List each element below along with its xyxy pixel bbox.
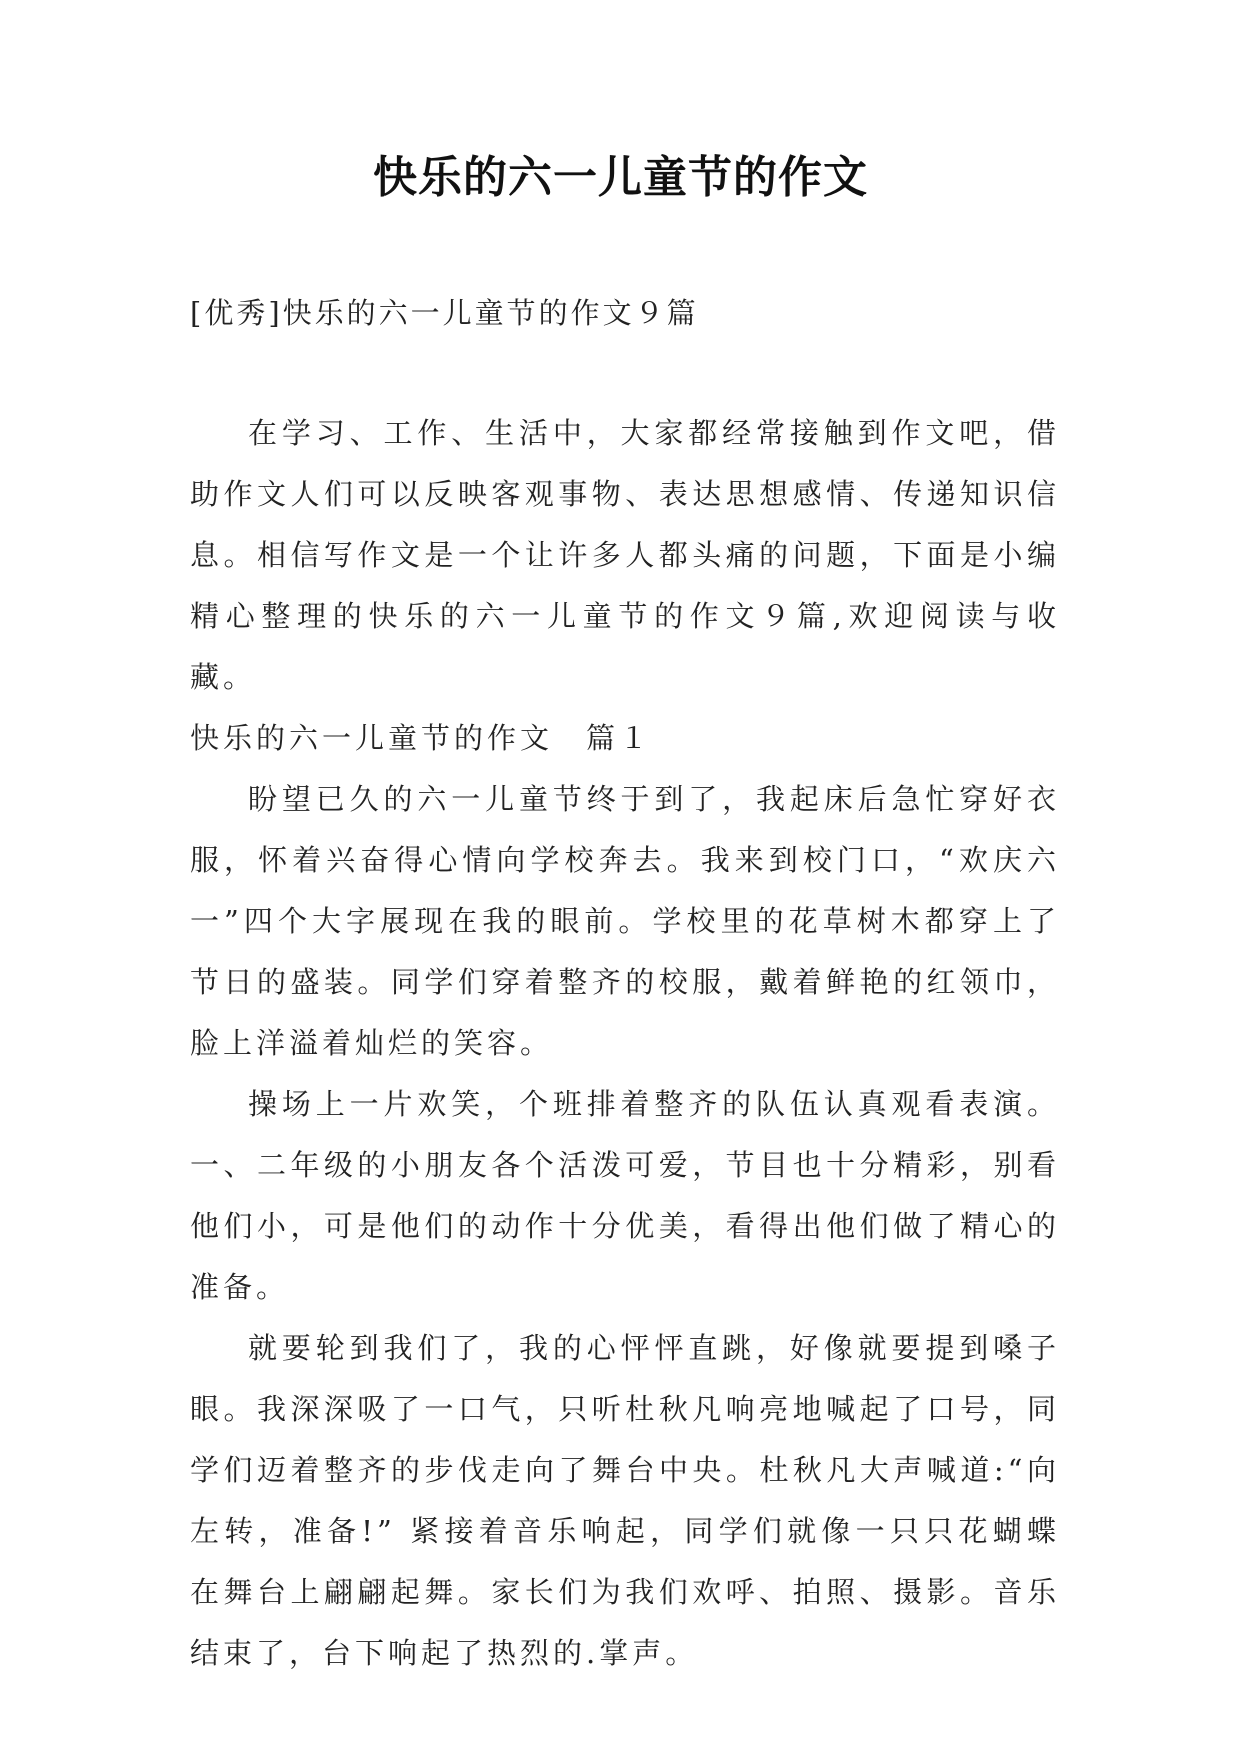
body-paragraph: 盼望已久的六一儿童节终于到了，我起床后急忙穿好衣服，怀着兴奋得心情向学校奔去。我来到校门口，“欢庆六一”四个大字展现在我的眼前。学校里的花草树木都穿上了节日的盛装。同学们穿着整齐的校服，戴着鲜艳的红领巾，脸上洋溢着灿烂的笑容。 [190, 782, 1060, 1060]
document-subtitle: [优秀]快乐的六一儿童节的作文９篇 [190, 296, 699, 330]
page-title: 快乐的六一儿童节的作文 [373, 152, 868, 203]
document-body [190, 403, 1060, 1684]
body-paragraph: 就要轮到我们了，我的心怦怦直跳，好像就要提到嗓子眼。我深深吸了一口气，只听杜秋凡响亮地喊起了口号，同学们迈着整齐的步伐走向了舞台中央。杜秋凡大声喊道:“向左转，准备!” 紧接着音乐响起，同学们就像一只只花蝴蝶在舞台上翩翩起舞。家长们为我们欢呼、拍照、摄影。音乐结束了，台下响起了热烈的.掌声。 [190, 1331, 1060, 1670]
section-heading: 快乐的六一儿童节的作文 篇１ [190, 721, 653, 755]
body-paragraph: 操场上一片欢笑，个班排着整齐的队伍认真观看表演。一、二年级的小朋友各个活泼可爱，节目也十分精彩，别看他们小，可是他们的动作十分优美，看得出他们做了精心的准备。 [190, 1087, 1060, 1304]
intro-paragraph: 在学习、工作、生活中，大家都经常接触到作文吧，借助作文人们可以反映客观事物、表达思想感情、传递知识信息。相信写作文是一个让许多人都头痛的问题，下面是小编精心整理的快乐的六一儿童节的作文９篇,欢迎阅读与收藏。 [190, 416, 1060, 694]
